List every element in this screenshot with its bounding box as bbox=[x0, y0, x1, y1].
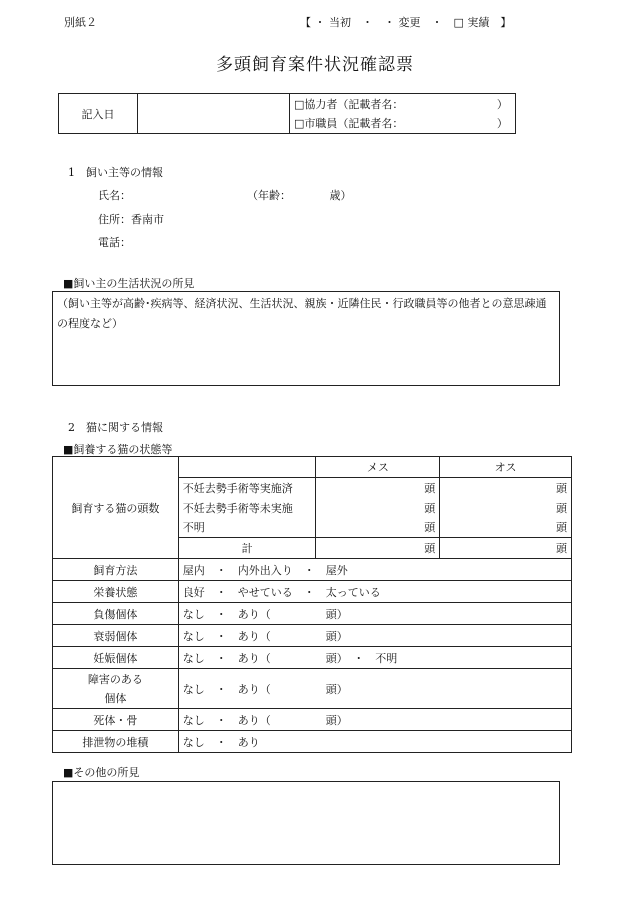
cats-status-table bbox=[52, 456, 572, 753]
table-row bbox=[53, 709, 572, 731]
status-label: 負傷個体 bbox=[53, 603, 179, 625]
entry-date-field[interactable] bbox=[138, 94, 290, 134]
living-notes-hint: （飼い主等が高齢･疾病等、経済状況、生活状況、親族・近隣住民・行政職員等の他者との意思疎通の程度など） bbox=[57, 297, 547, 330]
status-options[interactable]: なし ・ あり bbox=[178, 731, 571, 753]
page-title: 多頭飼育案件状況確認票 bbox=[216, 55, 414, 75]
cats-header-row bbox=[53, 457, 572, 478]
status-options[interactable]: なし ・ あり（ 頭） bbox=[178, 709, 571, 731]
table-row bbox=[53, 559, 572, 581]
male-count-cell[interactable]: 頭 bbox=[440, 498, 572, 518]
female-total-cell[interactable]: 頭 bbox=[316, 538, 440, 559]
table-row bbox=[53, 581, 572, 603]
section1-heading: 1 飼い主等の情報 bbox=[68, 166, 163, 179]
status-options[interactable]: なし ・ あり（ 頭） ・ 不明 bbox=[178, 647, 571, 669]
owner-phone-label: 電話： bbox=[98, 236, 131, 249]
row-label: 不妊去勢手術等未実施 bbox=[178, 498, 316, 518]
status-label: 飼育方法 bbox=[53, 559, 179, 581]
section2-heading: 2 猫に関する情報 bbox=[68, 421, 163, 434]
status-options[interactable]: 良好 ・ やせている ・ 太っている bbox=[178, 581, 571, 603]
entry-date-label: 記入日 bbox=[59, 94, 138, 134]
cats-subheading: ■飼養する猫の状態等 bbox=[63, 443, 173, 456]
status-label-line1: 障害のある bbox=[87, 672, 143, 686]
row-label: 不妊去勢手術等実施済 bbox=[178, 478, 316, 498]
owner-age-label: （年齢： 歳） bbox=[247, 189, 352, 202]
male-count-cell[interactable]: 頭 bbox=[440, 518, 572, 538]
status-options[interactable]: なし ・ あり（ 頭） bbox=[178, 625, 571, 647]
attachment-label: 別紙２ bbox=[64, 16, 97, 29]
owner-address-label: 住所：香南市 bbox=[98, 213, 164, 226]
status-label-line2: 個体 bbox=[104, 691, 127, 705]
cats-header-blank bbox=[178, 457, 316, 478]
male-total-cell[interactable]: 頭 bbox=[440, 538, 572, 559]
cat-count-label: 飼育する猫の頭数 bbox=[53, 457, 179, 559]
living-heading: ■飼い主の生活状況の所見 bbox=[63, 277, 195, 290]
female-count-cell[interactable]: 頭 bbox=[316, 498, 440, 518]
male-count-cell[interactable]: 頭 bbox=[440, 478, 572, 498]
table-row bbox=[53, 647, 572, 669]
table-row bbox=[53, 603, 572, 625]
table-row bbox=[53, 731, 572, 753]
status-options[interactable]: 屋内 ・ 内外出入り ・ 屋外 bbox=[178, 559, 571, 581]
col-male-header: オス bbox=[440, 457, 572, 478]
owner-name-label: 氏名： bbox=[98, 189, 131, 202]
other-notes-box[interactable] bbox=[52, 781, 560, 865]
table-row bbox=[53, 625, 572, 647]
table-row bbox=[53, 669, 572, 709]
status-label: 死体・骨 bbox=[53, 709, 179, 731]
status-label: 衰弱個体 bbox=[53, 625, 179, 647]
entry-info-table bbox=[58, 93, 516, 134]
living-notes-box[interactable] bbox=[52, 291, 560, 386]
status-label: 妊娠個体 bbox=[53, 647, 179, 669]
row-label: 不明 bbox=[178, 518, 316, 538]
staff-checkbox-line[interactable]: □市職員（記載者名： ） bbox=[290, 114, 516, 134]
female-count-cell[interactable]: 頭 bbox=[316, 518, 440, 538]
col-female-header: メス bbox=[316, 457, 440, 478]
status-options[interactable]: なし ・ あり（ 頭） bbox=[178, 669, 571, 709]
status-label: 栄養状態 bbox=[53, 581, 179, 603]
status-label: 排泄物の堆積 bbox=[53, 731, 179, 753]
status-label bbox=[53, 669, 179, 709]
status-checkbox-line[interactable]: 【 ・ 当初 ・ ・ 変更 ・ □ 実績 】 bbox=[300, 16, 512, 29]
total-label: 計 bbox=[178, 538, 316, 559]
other-heading: ■その他の所見 bbox=[63, 766, 140, 779]
female-count-cell[interactable]: 頭 bbox=[316, 478, 440, 498]
status-options[interactable]: なし ・ あり（ 頭） bbox=[178, 603, 571, 625]
cooperator-checkbox-line[interactable]: □協力者（記載者名： ） bbox=[290, 94, 516, 114]
